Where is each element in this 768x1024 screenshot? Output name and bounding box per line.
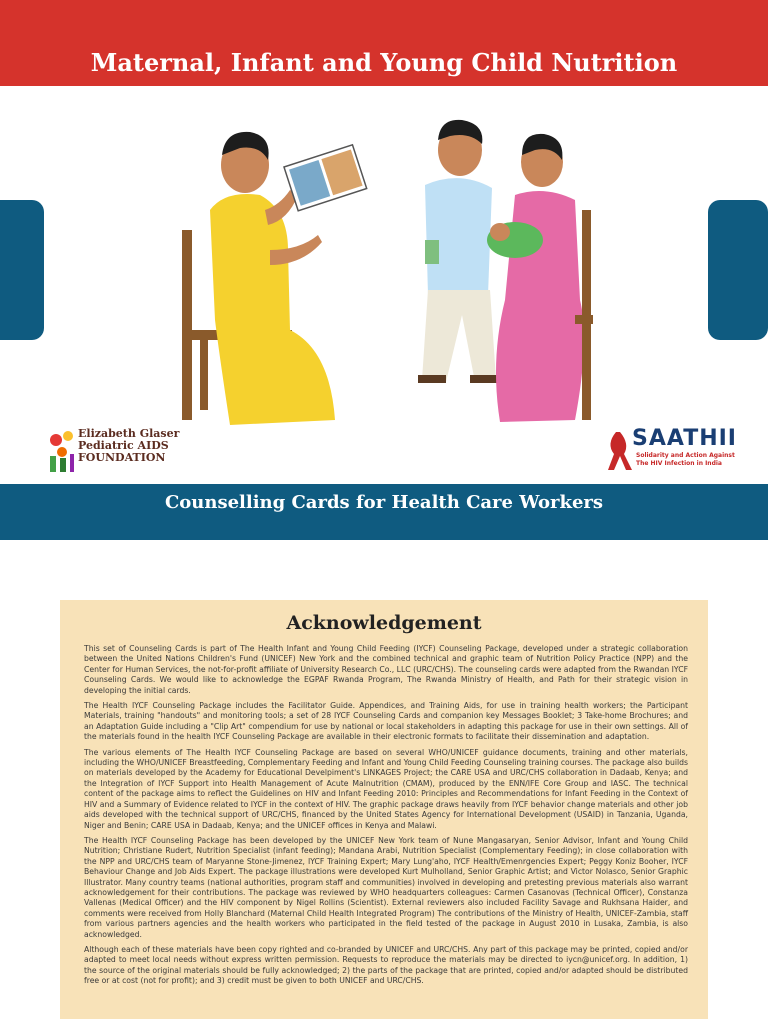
ack-paragraph-3: The various elements of The Health IYCF Counseling Package are based on several WHO/UNICEF guidance documents, training and other materials, including the WHO/UNICEF Breastfeeding, Complementary Feeding and Infant and Young Child Feeding Counseling training courses. The package also builds on materials developed by the Academy for Educational Develpiment's LINKAGES Project; the CARE USA and URC/CHS collaboration in Dadaab, Kenya; and the Integration of IYCF Support into Health Management of Acute Malnutrition (CMAM), produced by the ENN/IFE Core Group and IASC. The technical content of the package aims to reflect the Guidelines on HIV and Infant Feeding 2010: Principles and Recommendations for Infant Feeding in the Context of HIV and a Summary of Evidence related to IYCF in the context of HIV. The graphic package draws heavily from IYCF behavior change materials and other job aids developed with the technical support of URC/CHS, financed by the United States Agency for International Development (USAID) in Tanzania, Uganda, Niger and Benin; CARE USA in Dadaab, Kenya; and the UNICEF offices in Kenya and Malawi. [84,747,688,830]
ack-paragraph-4: The Health IYCF Counseling Package has been developed by the UNICEF New York team of Nune Mangasaryan, Senior Advisor, Infant and Young Child Nutrition; Christiane Rudert, Nutrition Specialist (infant feeding); Mandana Arabi, Nutrition Specialist (Complementary Feeding); in close collaboration with the NPP and URC/CHS team of Maryanne Stone-Jimenez, IYCF Training Expert; Mary Lung'aho, IYCF Health/Emenrgencies Expert; Peggy Koniz Booher, IYCF Behaviour Change and Job Aids Expert. The package illustrations were developed Kurt Mulholland, Senior Graphic Artist; and Victor Nolasco, Senior Graphic Illustrator. Many country teams (national authorities, program staff and communities) involved in developing and pretesting previous materials also warrant acknowledgement for their contributions. The package was reviewed by WHO headquarters colleagues: Carmen Casanovas (Technical Officer), Constanza Vallenas (Medical Officer) and the HIV component by Nigel Rollins (Scientist). External reviewers also included Facility Savage and Rukhsana Haider, and comments were received from Holly Blanchard (Maternal Child Health Integrated Program) The contributions of the Ministry of Health, UNICEF-Zambia, staff from various partners agencies and the health workers who participated in the field tested of the package in August 2010 in Lusaka, Zambia, is also acknowledged. [84,835,688,939]
egpaf-line2: Pediatric AIDS [78,439,169,452]
saathii-tagline [636,452,735,468]
saathii-tagline1: Solidarity and Action Against [636,452,735,459]
ack-paragraph-2: The Health IYCF Counseling Package includes the Facilitator Guide. Appendices, and Training Aids, for use in training health workers; the Participant Materials, training "handouts" and monitoring tools; a set of 28 IYCF Counseling Cards and companion key Messages Booklet; 3 Take-home Brochures; and an Adaptation Guide including a "Clip Art" compendium for use by national or local stakeholders in adapting this package for use in their own settings. All of the materials found in the health IYCF Counseling Package are available in their electronic formats to facilitate their dissemination and adaptation. [84,701,688,742]
acknowledgement-heading: Acknowledgement [286,612,482,634]
acknowledgement-body [84,644,688,992]
subtitle: Counselling Cards for Health Care Workers [164,492,604,513]
page-title: Maternal, Infant and Young Child Nutrition [90,48,678,77]
saathii-tagline2: The HIV Infection in India [636,460,722,467]
ack-paragraph-1: This set of Counseling Cards is part of The Health Infant and Young Child Feeding (IYCF) Counseling Package, developed under a strategic collaboration between the United Nations Children's Fund (UNICEF) New York and the combined technical and graphic team of Nutrition Policy Practice (NPP) and the Center for Human Services, the not-for-profit affiliate of University Research Co., LLC (URC/CHS). The counseling cards were adapted from the Rwandan IYCF Counseling Cards. We would like to acknowledge the EGPAF Rwanda Program, The Rwanda Ministry of Health, and Path for their strategic vision in developing the initial cards. [84,644,688,695]
egpaf-line3: FOUNDATION [78,451,166,464]
saathii-name: SAATHII [632,426,737,451]
photo-card-held [284,145,367,211]
ack-paragraph-5: Although each of these materials have been copy righted and co-branded by UNICEF and URC/CHS. Any part of this package may be printed, copied and/or adapted to meet local needs without express written permission. Requests to reproduce the materials may be directed to iycn@unicef.org. In addition, 1) the source of the original materials should be fully acknowledged; 2) the parts of the package that are printed, copied and/or adapted should be distributed free or at cost (not for profit); and 3) credit must be given to both UNICEF and URC/CHS. [84,944,688,986]
mother-figure [487,134,584,422]
father-figure [418,120,498,383]
egpaf-line1: Elizabeth Glaser [78,427,180,440]
left-side-tab [0,200,44,340]
right-side-tab [708,200,768,340]
acknowledgement-panel [60,600,708,1019]
egpaf-logo-text [78,428,179,464]
counselling-illustration [170,100,610,440]
